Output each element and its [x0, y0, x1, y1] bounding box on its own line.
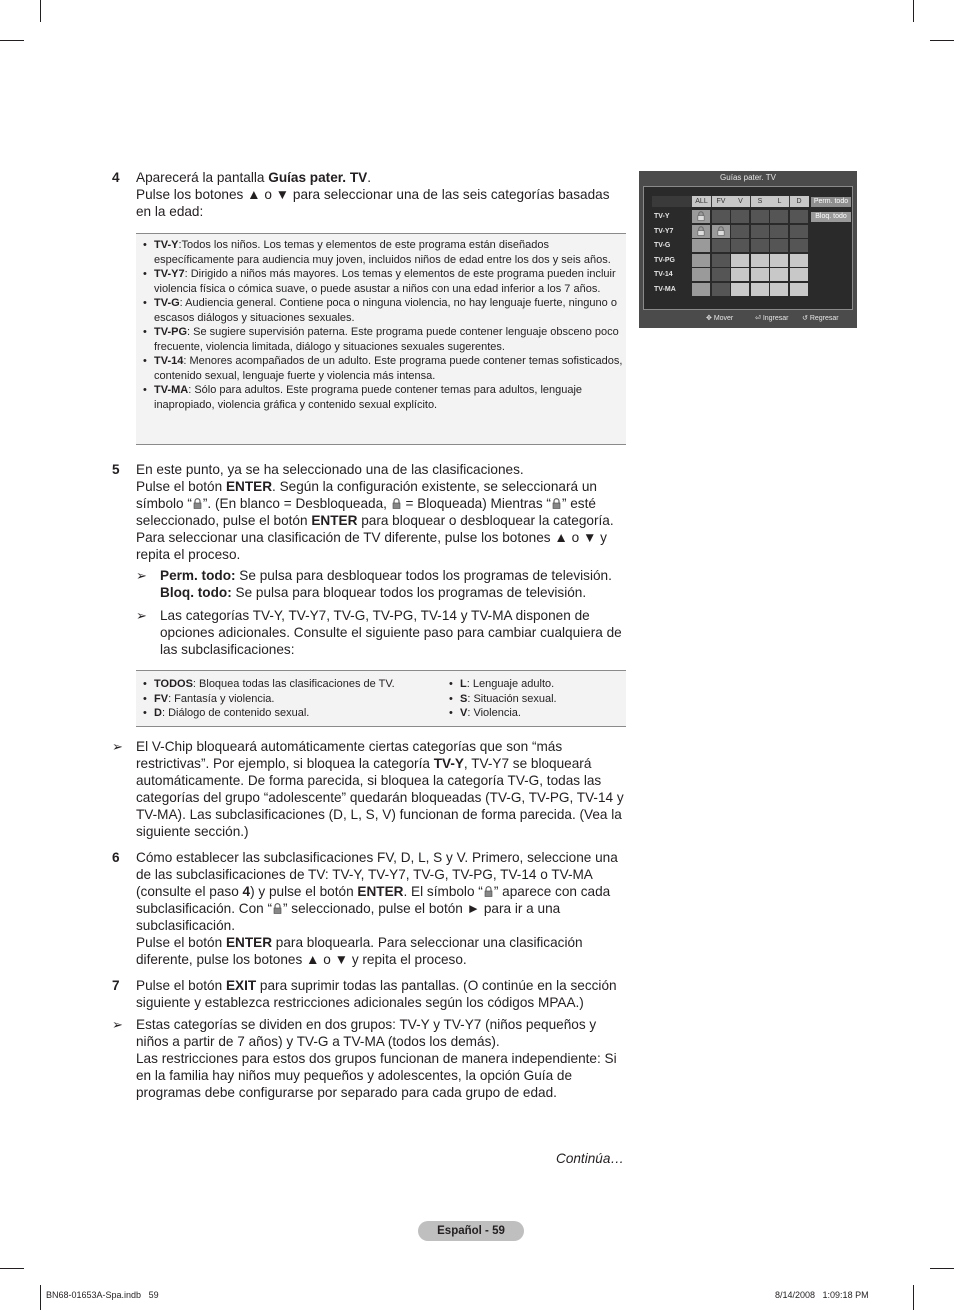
text: En este punto, ya se ha seleccionado una de las clasificaciones. [136, 462, 524, 477]
item-term: TV-PG [154, 326, 188, 338]
subcategories-box [136, 670, 626, 727]
list-item [442, 706, 622, 721]
grid-row-label[interactable]: TV-Y [654, 213, 670, 220]
grid-row-label[interactable]: TV-MA [654, 285, 676, 293]
grid-cell[interactable] [692, 254, 710, 267]
list-item [442, 692, 622, 707]
arrow-icon: ➢ [112, 1017, 123, 1032]
lock-icon [697, 211, 705, 221]
grid-cell[interactable] [790, 225, 808, 238]
arrow-icon: ➢ [112, 739, 123, 754]
crop-mark [0, 40, 24, 41]
paragraph: Pulse el botón ENTER. Según la configuración existente, se seleccionará un símbolo “ ”. (En blanco = Desbloqueada, = Bloqueada) Mientras “ ” esté seleccionado, pulse el botón ENTER para bloquear o desbloquear la categoría. Para seleccionar una clasificación de TV diferente, pulse los botones ▲ o ▼ y repita el proceso. [136, 479, 614, 562]
grid-row-label[interactable]: TV-G [654, 242, 671, 249]
lock-icon [392, 498, 401, 509]
list-item [442, 677, 622, 692]
grid-cell[interactable] [692, 210, 710, 223]
note-groups: ➢ Estas categorías se dividen en dos grupos: TV-Y y TV-Y7 (niños pequeños y niños a partir de 7 años) y TV-G a TV-MA (todos los demás). Las restricciones para estos dos grupos funcionan de manera independiente: Si en la familia hay niños muy pequeños y adolescentes, la opción Guía de programas debe configurarse por separado para cada grupo de edad. [112, 1017, 617, 1100]
grid-cell[interactable] [692, 225, 710, 238]
grid-cell[interactable] [712, 239, 730, 252]
item-term: FV [154, 692, 169, 705]
item-term: S [460, 692, 468, 705]
grid-cell[interactable] [751, 254, 769, 267]
item-text: : Lenguaje adulto. [466, 678, 555, 690]
item-text: : Audiencia general. Contiene poca o ninguna violencia, no hay lenguaje fuerte, ninguno o escasos diálogos y situaciones sexuales. [154, 297, 617, 324]
grid-column-header: D [790, 196, 809, 207]
grid-cell[interactable] [692, 283, 710, 296]
grid-cell[interactable] [731, 225, 749, 238]
grid-cell[interactable] [751, 283, 769, 296]
text-bold: Guías pater. TV [268, 170, 368, 185]
item-text: : Diálogo de contenido sexual. [161, 707, 310, 719]
grid-cell[interactable] [731, 239, 749, 252]
item-text: : Bloquea todas las clasificaciones de TV. [192, 678, 395, 690]
text: Aparecerá la pantalla [136, 170, 269, 185]
lock-icon [193, 498, 202, 509]
list-item [136, 354, 626, 383]
footer-move: ✥ Mover [706, 315, 734, 322]
grid-cell[interactable] [731, 210, 749, 223]
grid-cell[interactable] [712, 254, 730, 267]
footer-return-label: Regresar [809, 315, 839, 322]
grid-cell[interactable] [770, 210, 788, 223]
crop-mark [930, 40, 954, 41]
step-number: 4 [112, 170, 120, 185]
list-item [136, 383, 626, 412]
lock-icon [552, 498, 561, 509]
arrow-icon: ➢ [136, 568, 147, 583]
crop-mark [930, 1268, 954, 1269]
continued-label: Continúa… [556, 1151, 625, 1166]
item-text: : Menores acompañados de un adulto. Este programa puede contener temas sofisticados, contenido sexual, lenguaje fuerte y violencia más intensa. [154, 355, 623, 382]
crop-mark [40, 1285, 41, 1310]
item-text: : Fantasía y violencia. [168, 692, 275, 705]
item-text: :Todos los niños. Los temas y elementos de este programa están diseñados específicamente para audiencia muy joven, incluidos niños de edad entre los dos y seis años. [154, 239, 611, 266]
grid-cell[interactable] [770, 225, 788, 238]
note-perm-bloq: ➢ Perm. todo: Se pulsa para desbloquear todos los programas de televisión. Bloq. todo: Se pulsa para bloquear todos los programas de televisión. [136, 568, 612, 600]
grid-cell[interactable] [712, 283, 730, 296]
item-term: TV-Y7 [154, 268, 185, 280]
grid-row-label[interactable]: TV-Y7 [654, 227, 674, 235]
grid-cell[interactable] [770, 254, 788, 267]
step-number: 7 [112, 978, 120, 993]
grid-cell[interactable] [751, 239, 769, 252]
list-item [136, 238, 626, 267]
lock-icon [484, 886, 493, 897]
arrow-icon: ➢ [136, 608, 147, 623]
list-item [136, 706, 436, 721]
grid-cell[interactable] [770, 239, 788, 252]
lock-icon [697, 226, 705, 236]
grid-column-header: FV [712, 196, 731, 207]
grid-cell[interactable] [712, 210, 730, 223]
item-term: L [460, 678, 467, 690]
item-term: TODOS [154, 678, 193, 690]
grid-cell[interactable] [712, 268, 730, 281]
grid-cell[interactable] [770, 268, 788, 281]
list-item [136, 296, 626, 325]
tv-panel [643, 186, 853, 310]
lock-icon [273, 903, 282, 914]
crop-mark [40, 0, 41, 22]
item-term: D [154, 707, 162, 719]
grid-cell[interactable] [692, 239, 710, 252]
note-vchip: ➢ El V-Chip bloqueará automáticamente ciertas categorías que son “más restrictivas”. Por ejemplo, si bloquea la categoría TV-Y, TV-Y7 se bloqueará automáticamente. De forma parecida, si bloquea la categoría TV-G, todas las categorías del grupo “adolescente” quedarán bloqueadas (TV-G, TV-PG, TV-14 y TV-MA). Las subclasificaciones (D, L, S, V) funcionan de forma parecida. (Vea la siguiente sección.) [112, 739, 624, 839]
grid-cell[interactable] [790, 283, 808, 296]
step-7: 7 Pulse el botón EXIT para suprimir todas las pantallas. (O continúe en la sección siguiente y establezca restricciones adicionales según los códigos MPAA.) ➢ Estas categorías se dividen en dos grupos: TV-Y y TV-Y7 (niños pequeños y niños a partir de 7 años) y TV-G a TV-MA (todos los demás). Las restricciones para estos dos grupos funcionan de manera independiente: Si en la familia hay niños muy pequeños y adolescentes, la opción Guía de programas debe configurarse por separado para cada grupo de edad. [112, 977, 628, 1101]
item-term: TV-14 [154, 355, 184, 367]
list-item [136, 325, 626, 354]
item-term: TV-MA [154, 384, 189, 396]
grid-cell[interactable] [751, 268, 769, 281]
list-item [136, 267, 626, 296]
crop-mark [913, 1285, 914, 1310]
grid-column-header: S [751, 196, 770, 207]
tv-guide-screenshot [639, 171, 857, 328]
grid-cell[interactable] [790, 210, 808, 223]
grid-cell[interactable] [751, 210, 769, 223]
item-text: : Violencia. [467, 707, 521, 719]
grid-cell[interactable] [751, 225, 769, 238]
grid-cell[interactable] [712, 225, 730, 238]
footer-timestamp: 8/14/2008 1:09:18 PM [775, 1290, 869, 1300]
ratings-box [136, 233, 626, 445]
footer-move-label: Mover [713, 315, 734, 322]
grid-row-label[interactable]: TV-14 [654, 271, 673, 278]
step-number: 5 [112, 462, 120, 477]
grid-cell[interactable] [731, 254, 749, 267]
grid-cell[interactable] [692, 268, 710, 281]
footer-enter: ⏎ Ingresar [755, 315, 789, 322]
item-text: : Se sugiere supervisión paterna. Este programa puede contener lenguaje obsceno poco frecuente, violencia limitada, diálogo y situaciones sexuales sugerentes. [154, 326, 619, 353]
text: Pulse los botones ▲ o ▼ para seleccionar una de las seis categorías basadas en la edad: [136, 187, 610, 219]
list-item [136, 692, 436, 707]
page-number-badge: Español - 59 [418, 1221, 524, 1241]
step-number: 6 [112, 850, 120, 865]
grid-cell[interactable] [790, 254, 808, 267]
grid-cell[interactable] [770, 283, 788, 296]
tv-screen-title: Guías pater. TV [720, 173, 776, 182]
grid-cell[interactable] [731, 268, 749, 281]
footer-enter-label: Ingresar [762, 315, 789, 322]
grid-column-header: L [770, 196, 789, 207]
footer-file-info: BN68-01653A-Spa.indb 59 [46, 1290, 159, 1300]
item-text: : Situación sexual. [467, 692, 557, 705]
step-4 [112, 169, 628, 220]
grid-row-label[interactable]: TV-PG [654, 256, 676, 264]
step-6: 6 Cómo establecer las subclasificaciones FV, D, L, S y V. Primero, seleccione una de las subclasificaciones de TV: TV-Y, TV-Y7, TV-G, TV-PG, TV-14 o TV-MA (consulte el paso 4) y pulse el botón ENTER. El símbolo “ ” aparece con cada subclasificación. Con “ ” seleccionado, pulse el botón ► para ir a una subclasificación. Pulse el botón ENTER para bloquearla. Para seleccionar una clasificación diferente, pulse los botones ▲ o ▼ y repita el proceso. [112, 850, 618, 967]
crop-mark [913, 0, 914, 22]
grid-column-header: ALL [692, 196, 711, 207]
bloq-todo-button[interactable]: Bloq. todo [811, 212, 851, 222]
item-term: V [460, 707, 468, 719]
note-subcategories: ➢ Las categorías TV-Y, TV-Y7, TV-G, TV-PG, TV-14 y TV-MA disponen de opciones adicionales. Consulte el siguiente paso para cambiar cualquiera de las subclasificaciones: [136, 608, 622, 657]
item-term: TV-Y [154, 239, 179, 251]
grid-cell[interactable] [790, 268, 808, 281]
footer-return: ↺ Regresar [802, 315, 839, 322]
lock-icon [717, 226, 725, 236]
step-5 [112, 461, 628, 658]
item-text: : Dirigido a niños más mayores. Los temas y elementos de este programa pueden incluir violencia física o cómica suave, o puede asustar a niños con una edad inferior a los 7 años. [154, 268, 616, 295]
list-item [136, 677, 436, 692]
grid-cell[interactable] [731, 283, 749, 296]
perm-todo-button[interactable]: Perm. todo [811, 197, 851, 207]
crop-mark [0, 1268, 24, 1269]
grid-cell[interactable] [790, 239, 808, 252]
text: . [367, 170, 371, 185]
item-term: TV-G [154, 297, 180, 309]
grid-column-header: V [731, 196, 750, 207]
item-text: : Sólo para adultos. Este programa puede contener temas para adultos, lenguaje inapropiado, violencia gráfica y contenido sexual explícito. [154, 384, 583, 411]
